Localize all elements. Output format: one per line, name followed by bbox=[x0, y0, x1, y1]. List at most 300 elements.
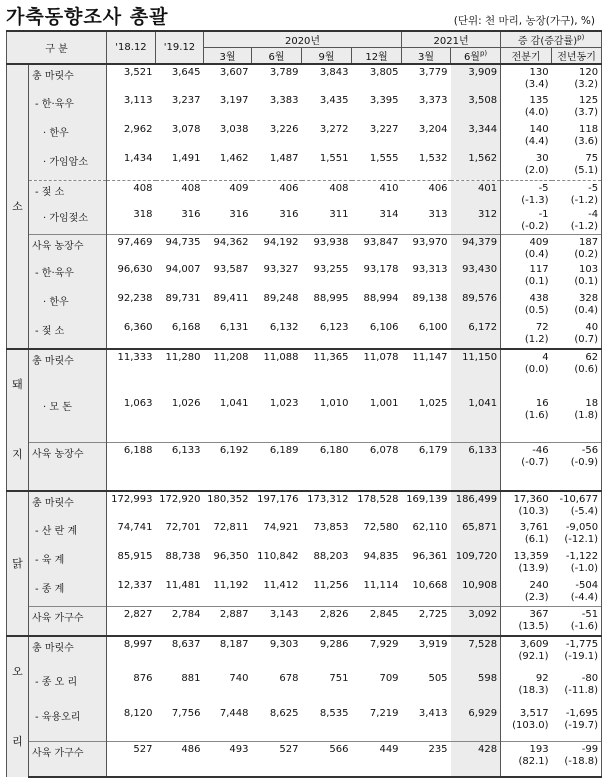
value-cell: 6,179 bbox=[402, 442, 451, 490]
value-cell: 3,227 bbox=[369, 124, 399, 135]
value-cell: 110,842 bbox=[257, 550, 299, 562]
change-rate: (-1.2) bbox=[570, 194, 599, 206]
header-change-label: 증 감(증감률) bbox=[517, 36, 578, 47]
change-yoy-cell bbox=[552, 549, 602, 578]
change-qoq-cell bbox=[501, 320, 552, 349]
header-2020-m3: 3월 bbox=[204, 48, 252, 65]
value-cell: 2,725 bbox=[402, 607, 451, 636]
value-cell: 3,226 bbox=[269, 124, 299, 135]
change-value: 438 bbox=[529, 292, 549, 304]
value-cell: 11,481 bbox=[165, 579, 201, 591]
value-cell: 6,360 bbox=[123, 321, 153, 333]
table-row bbox=[7, 349, 602, 396]
change-value: -99 bbox=[581, 743, 599, 755]
change-qoq-cell bbox=[501, 549, 552, 578]
change-rate: (1.8) bbox=[574, 409, 599, 421]
value-cell: 6,132 bbox=[269, 321, 299, 333]
value-cell: 881 bbox=[181, 672, 201, 684]
value-cell: 6,078 bbox=[352, 442, 402, 490]
value-cell: 410 bbox=[352, 180, 402, 207]
change-rate: (3.2) bbox=[574, 79, 599, 90]
change-value: 130 bbox=[529, 67, 549, 78]
value-cell: 3,919 bbox=[402, 636, 451, 671]
value-cell: 6,192 bbox=[204, 442, 252, 490]
change-value: -80 bbox=[581, 672, 599, 684]
value-cell: 678 bbox=[279, 672, 299, 684]
table-row bbox=[7, 578, 602, 607]
change-qoq-cell bbox=[501, 442, 552, 490]
value-cell: 186,499 bbox=[451, 491, 501, 520]
value-cell: 1,551 bbox=[319, 153, 349, 164]
change-qoq-cell bbox=[501, 235, 552, 262]
header-change-sup: p) bbox=[577, 33, 585, 42]
value-cell: 406 bbox=[402, 180, 451, 207]
value-cell: 7,756 bbox=[171, 708, 201, 719]
change-rate: (0.1) bbox=[524, 275, 549, 287]
change-yoy-cell bbox=[552, 491, 602, 520]
value-cell: 197,176 bbox=[252, 491, 302, 520]
change-yoy-cell bbox=[552, 291, 602, 320]
change-yoy-cell bbox=[552, 706, 602, 741]
value-cell: 7,929 bbox=[352, 636, 402, 671]
value-cell: 3,395 bbox=[369, 95, 399, 106]
header-category: 구 분 bbox=[7, 31, 107, 64]
change-value: 118 bbox=[578, 124, 599, 135]
value-cell: 73,853 bbox=[313, 521, 349, 533]
change-rate: (0.7) bbox=[574, 333, 599, 345]
value-cell: 3,373 bbox=[418, 95, 448, 106]
value-cell: 3,383 bbox=[269, 95, 299, 106]
change-rate: (18.3) bbox=[518, 684, 549, 696]
change-rate: (-18.8) bbox=[564, 755, 599, 767]
row-label: · 모 돈 bbox=[29, 396, 107, 442]
value-cell: 6,106 bbox=[369, 321, 399, 333]
value-cell: 8,535 bbox=[319, 708, 349, 719]
value-cell: 88,738 bbox=[165, 550, 201, 562]
row-label: - 육 계 bbox=[29, 549, 107, 578]
change-yoy-cell bbox=[552, 578, 602, 607]
value-cell: 11,147 bbox=[402, 349, 451, 396]
value-cell: 493 bbox=[204, 741, 252, 776]
value-cell: 94,362 bbox=[204, 235, 252, 262]
change-value: 17,360 bbox=[513, 493, 549, 505]
table-row bbox=[7, 151, 602, 180]
change-yoy-cell bbox=[552, 607, 602, 636]
change-rate: (1.2) bbox=[524, 333, 549, 345]
row-label: · 가임젖소 bbox=[29, 207, 107, 235]
value-cell: 3,645 bbox=[156, 64, 204, 93]
table-row bbox=[7, 320, 602, 349]
value-cell: 93,938 bbox=[302, 235, 352, 262]
value-cell: 2,784 bbox=[156, 607, 204, 636]
change-qoq-cell bbox=[501, 122, 552, 151]
value-cell: 6,131 bbox=[219, 321, 249, 333]
value-cell: 172,993 bbox=[107, 491, 156, 520]
value-cell: 94,735 bbox=[156, 235, 204, 262]
group-label: 돼지 bbox=[7, 349, 29, 491]
value-cell: 1,532 bbox=[418, 153, 448, 164]
change-rate: (1.6) bbox=[524, 409, 549, 421]
change-value: 92 bbox=[535, 672, 549, 684]
change-qoq-cell bbox=[501, 93, 552, 122]
row-label: - 젖 소 bbox=[29, 180, 107, 207]
change-rate: (13.5) bbox=[518, 621, 549, 632]
value-cell: 6,100 bbox=[418, 321, 448, 333]
value-cell: 1,001 bbox=[369, 397, 399, 409]
change-yoy-cell bbox=[552, 64, 602, 93]
row-label: - 종 계 bbox=[29, 578, 107, 607]
change-rate: (-19.1) bbox=[564, 650, 599, 662]
change-value: 75 bbox=[585, 153, 599, 164]
value-cell: 8,120 bbox=[123, 708, 153, 719]
value-cell: 96,350 bbox=[213, 550, 249, 562]
row-label: · 가임암소 bbox=[29, 151, 107, 180]
value-cell: 6,133 bbox=[156, 442, 204, 490]
row-label: - 한·육우 bbox=[29, 93, 107, 122]
table-row bbox=[7, 235, 602, 262]
value-cell: 3,607 bbox=[204, 64, 252, 93]
value-cell: 1,023 bbox=[269, 397, 299, 409]
value-cell: 94,379 bbox=[451, 235, 501, 262]
header-2019: '19.12 bbox=[156, 31, 204, 64]
table-row bbox=[7, 64, 602, 93]
change-yoy-cell bbox=[552, 671, 602, 706]
value-cell: 88,995 bbox=[313, 292, 349, 304]
change-rate: (6.1) bbox=[524, 533, 549, 545]
change-qoq-cell bbox=[501, 180, 552, 207]
change-rate: (-1.0) bbox=[570, 562, 599, 574]
header-2020-m9: 9월 bbox=[302, 48, 352, 65]
value-cell: 527 bbox=[107, 741, 156, 776]
value-cell: 1,041 bbox=[451, 396, 501, 442]
header-2021-m6 bbox=[451, 48, 501, 65]
value-cell: 8,187 bbox=[204, 636, 252, 671]
row-label: 총 마릿수 bbox=[29, 349, 107, 396]
change-value: 367 bbox=[529, 609, 549, 620]
change-value: 187 bbox=[578, 237, 599, 248]
value-cell: 93,327 bbox=[263, 263, 299, 275]
table-row bbox=[7, 122, 602, 151]
value-cell: 2,827 bbox=[107, 607, 156, 636]
change-value: -51 bbox=[581, 609, 599, 620]
change-value: 62 bbox=[585, 351, 599, 363]
row-label: 사육 가구수 bbox=[29, 607, 107, 636]
value-cell: 313 bbox=[428, 208, 448, 220]
value-cell: 92,238 bbox=[117, 292, 153, 304]
change-rate: (10.3) bbox=[518, 505, 549, 517]
value-cell: 876 bbox=[133, 672, 153, 684]
change-rate: (0.1) bbox=[574, 275, 599, 287]
change-value: -1,775 bbox=[565, 638, 599, 650]
value-cell: 96,361 bbox=[412, 550, 448, 562]
change-qoq-cell bbox=[501, 207, 552, 235]
value-cell: 316 bbox=[181, 208, 201, 220]
value-cell: 6,133 bbox=[451, 442, 501, 490]
value-cell: 1,562 bbox=[451, 151, 501, 180]
value-cell: 2,962 bbox=[123, 124, 153, 135]
header-2020: 2020년 bbox=[204, 31, 402, 48]
change-yoy-cell bbox=[552, 320, 602, 349]
value-cell: 3,237 bbox=[171, 95, 201, 106]
value-cell: 3,508 bbox=[451, 93, 501, 122]
value-cell: 1,434 bbox=[123, 153, 153, 164]
value-cell: 1,010 bbox=[319, 397, 349, 409]
change-rate: (4.0) bbox=[524, 107, 549, 118]
value-cell: 408 bbox=[302, 180, 352, 207]
value-cell: 1,555 bbox=[369, 153, 399, 164]
value-cell: 97,469 bbox=[107, 235, 156, 262]
table-row bbox=[7, 549, 602, 578]
value-cell: 89,731 bbox=[165, 292, 201, 304]
value-cell: 89,248 bbox=[263, 292, 299, 304]
value-cell: 9,286 bbox=[302, 636, 352, 671]
change-rate: (-0.2) bbox=[521, 220, 549, 232]
row-label: 총 마릿수 bbox=[29, 491, 107, 520]
value-cell: 93,313 bbox=[412, 263, 448, 275]
value-cell: 1,487 bbox=[269, 153, 299, 164]
change-value: 18 bbox=[585, 397, 599, 409]
value-cell: 72,811 bbox=[213, 521, 249, 533]
change-rate: (-0.9) bbox=[570, 456, 599, 468]
value-cell: 235 bbox=[402, 741, 451, 776]
value-cell: 3,204 bbox=[418, 124, 448, 135]
value-cell: 11,114 bbox=[363, 579, 399, 591]
change-yoy-cell bbox=[552, 235, 602, 262]
value-cell: 3,435 bbox=[319, 95, 349, 106]
value-cell: 93,430 bbox=[451, 262, 501, 291]
change-yoy-cell bbox=[552, 349, 602, 396]
row-label: - 산 란 계 bbox=[29, 520, 107, 549]
value-cell: 94,007 bbox=[165, 263, 201, 275]
value-cell: 3,909 bbox=[451, 64, 501, 93]
change-rate: (0.2) bbox=[574, 249, 599, 260]
value-cell: 3,272 bbox=[319, 124, 349, 135]
value-cell: 89,576 bbox=[451, 291, 501, 320]
value-cell: 11,256 bbox=[313, 579, 349, 591]
table-row bbox=[7, 671, 602, 706]
change-value: -9,050 bbox=[565, 521, 599, 533]
header-2020-m6: 6월 bbox=[252, 48, 302, 65]
change-rate: (82.1) bbox=[518, 755, 549, 767]
change-rate: (4.4) bbox=[524, 136, 549, 147]
value-cell: 428 bbox=[451, 741, 501, 776]
change-value: 125 bbox=[578, 95, 599, 106]
change-rate: (5.1) bbox=[574, 165, 599, 176]
value-cell: 318 bbox=[133, 208, 153, 220]
change-rate: (0.4) bbox=[524, 249, 549, 260]
value-cell: 88,994 bbox=[363, 292, 399, 304]
change-value: -10,677 bbox=[559, 493, 599, 505]
row-label: 사육 농장수 bbox=[29, 442, 107, 490]
table-row bbox=[7, 93, 602, 122]
value-cell: 527 bbox=[252, 741, 302, 776]
change-rate: (-5.4) bbox=[570, 505, 599, 517]
value-cell: 6,172 bbox=[451, 320, 501, 349]
change-rate: (3.7) bbox=[574, 107, 599, 118]
change-rate: (-1.2) bbox=[570, 220, 599, 232]
change-value: 120 bbox=[578, 67, 599, 78]
value-cell: 10,908 bbox=[451, 578, 501, 607]
value-cell: 94,835 bbox=[363, 550, 399, 562]
change-yoy-cell bbox=[552, 122, 602, 151]
change-rate: (-1.3) bbox=[521, 194, 549, 206]
value-cell: 11,192 bbox=[213, 579, 249, 591]
change-value: 13,359 bbox=[513, 550, 549, 562]
value-cell: 89,138 bbox=[412, 292, 448, 304]
value-cell: 2,826 bbox=[302, 607, 352, 636]
table-row bbox=[7, 706, 602, 741]
change-yoy-cell bbox=[552, 180, 602, 207]
change-qoq-cell bbox=[501, 636, 552, 671]
table-row bbox=[7, 291, 602, 320]
change-rate: (3.4) bbox=[524, 79, 549, 90]
value-cell: 6,123 bbox=[319, 321, 349, 333]
change-value: 3,761 bbox=[519, 521, 549, 533]
change-rate: (-11.8) bbox=[564, 684, 599, 696]
value-cell: 72,580 bbox=[363, 521, 399, 533]
change-value: -4 bbox=[588, 208, 599, 220]
header-2020-m12: 12월 bbox=[352, 48, 402, 65]
value-cell: 93,587 bbox=[213, 263, 249, 275]
value-cell: 3,197 bbox=[219, 95, 249, 106]
change-value: -5 bbox=[588, 182, 599, 194]
change-yoy-cell bbox=[552, 396, 602, 442]
value-cell: 314 bbox=[379, 208, 399, 220]
change-rate: (2.0) bbox=[524, 165, 549, 176]
value-cell: 11,280 bbox=[156, 349, 204, 396]
livestock-summary-table bbox=[6, 30, 602, 778]
value-cell: 1,025 bbox=[418, 397, 448, 409]
value-cell: 6,188 bbox=[107, 442, 156, 490]
row-label: - 종 오 리 bbox=[29, 671, 107, 706]
header-change bbox=[501, 31, 602, 48]
change-value: -1,695 bbox=[565, 708, 599, 719]
value-cell: 85,915 bbox=[117, 550, 153, 562]
value-cell: 7,448 bbox=[219, 708, 249, 719]
change-qoq-cell bbox=[501, 396, 552, 442]
row-label: 총 마릿수 bbox=[29, 636, 107, 671]
change-rate: (92.1) bbox=[518, 650, 549, 662]
header-2021-m3: 3월 bbox=[402, 48, 451, 65]
change-value: 3,609 bbox=[519, 638, 549, 650]
change-rate: (0.4) bbox=[574, 304, 599, 316]
value-cell: 180,352 bbox=[204, 491, 252, 520]
value-cell: 3,843 bbox=[302, 64, 352, 93]
value-cell: 316 bbox=[229, 208, 249, 220]
header-2021-m6-label: 6월 bbox=[463, 52, 480, 63]
group-label: 소 bbox=[7, 64, 29, 349]
value-cell: 169,139 bbox=[402, 491, 451, 520]
table-row bbox=[7, 520, 602, 549]
table-row bbox=[7, 636, 602, 671]
value-cell: 311 bbox=[329, 208, 349, 220]
value-cell: 8,997 bbox=[107, 636, 156, 671]
change-value: -56 bbox=[581, 444, 599, 456]
change-qoq-cell bbox=[501, 262, 552, 291]
change-qoq-cell bbox=[501, 578, 552, 607]
row-label: · 한우 bbox=[29, 122, 107, 151]
row-label: - 육용오리 bbox=[29, 706, 107, 741]
change-rate: (-19.7) bbox=[564, 720, 599, 731]
value-cell: 401 bbox=[451, 180, 501, 207]
value-cell: 3,092 bbox=[451, 607, 501, 636]
change-yoy-cell bbox=[552, 636, 602, 671]
change-rate: (-12.1) bbox=[564, 533, 599, 545]
row-label: · 한우 bbox=[29, 291, 107, 320]
value-cell: 11,412 bbox=[263, 579, 299, 591]
change-qoq-cell bbox=[501, 64, 552, 93]
change-value: 328 bbox=[578, 292, 599, 304]
value-cell: 11,088 bbox=[252, 349, 302, 396]
change-rate: (2.3) bbox=[524, 591, 549, 603]
change-rate: (103.0) bbox=[512, 720, 549, 731]
change-value: 4 bbox=[542, 351, 549, 363]
header-2018: '18.12 bbox=[107, 31, 156, 64]
header-2021 bbox=[402, 31, 501, 48]
value-cell: 12,337 bbox=[117, 579, 153, 591]
change-value: 30 bbox=[535, 153, 549, 164]
value-cell: 74,741 bbox=[117, 521, 153, 533]
value-cell: 1,491 bbox=[171, 153, 201, 164]
change-value: -1,122 bbox=[565, 550, 599, 562]
value-cell: 88,203 bbox=[313, 550, 349, 562]
value-cell: 1,462 bbox=[219, 153, 249, 164]
value-cell: 3,521 bbox=[107, 64, 156, 93]
change-value: 140 bbox=[529, 124, 549, 135]
value-cell: 74,921 bbox=[263, 521, 299, 533]
table-row bbox=[7, 180, 602, 207]
change-value: 193 bbox=[529, 743, 549, 755]
page-title: 가축동향조사 총괄 bbox=[6, 6, 169, 28]
value-cell: 11,208 bbox=[204, 349, 252, 396]
change-value: 117 bbox=[529, 263, 549, 275]
change-value: -5 bbox=[538, 182, 549, 194]
table-body bbox=[7, 64, 602, 777]
table-row bbox=[7, 442, 602, 490]
change-value: -504 bbox=[575, 579, 599, 591]
value-cell: 9,303 bbox=[252, 636, 302, 671]
value-cell: 2,845 bbox=[352, 607, 402, 636]
value-cell: 6,180 bbox=[302, 442, 352, 490]
value-cell: 3,805 bbox=[352, 64, 402, 93]
value-cell: 6,929 bbox=[451, 706, 501, 741]
value-cell: 172,920 bbox=[156, 491, 204, 520]
change-yoy-cell bbox=[552, 442, 602, 490]
value-cell: 11,150 bbox=[451, 349, 501, 396]
header-qoq: 전분기 bbox=[501, 48, 552, 65]
value-cell: 406 bbox=[252, 180, 302, 207]
value-cell: 89,411 bbox=[213, 292, 249, 304]
value-cell: 6,189 bbox=[252, 442, 302, 490]
change-value: 240 bbox=[529, 579, 549, 591]
value-cell: 409 bbox=[204, 180, 252, 207]
table-row bbox=[7, 607, 602, 636]
change-rate: (13.9) bbox=[518, 562, 549, 574]
change-yoy-cell bbox=[552, 262, 602, 291]
change-rate: (0.6) bbox=[574, 363, 599, 375]
change-value: 409 bbox=[529, 237, 549, 248]
value-cell: 316 bbox=[279, 208, 299, 220]
row-label: 사육 가구수 bbox=[29, 741, 107, 776]
value-cell: 1,063 bbox=[123, 397, 153, 409]
value-cell: 8,637 bbox=[156, 636, 204, 671]
change-rate: (0.5) bbox=[524, 304, 549, 316]
table-row bbox=[7, 262, 602, 291]
change-value: 3,517 bbox=[519, 708, 549, 719]
change-yoy-cell bbox=[552, 520, 602, 549]
group-label: 닭 bbox=[7, 491, 29, 636]
value-cell: 8,625 bbox=[269, 708, 299, 719]
